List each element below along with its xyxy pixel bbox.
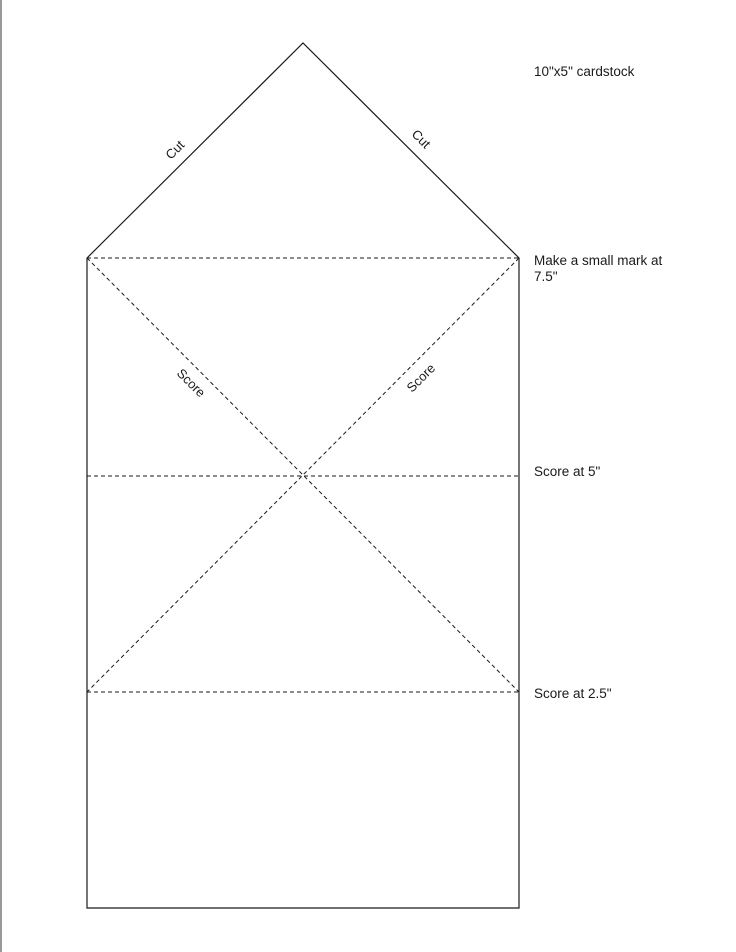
- score-5-note: Score at 5": [534, 464, 601, 479]
- mark-note-line1: Make a small mark at: [534, 253, 663, 268]
- material-label: 10"x5" cardstock: [534, 64, 635, 79]
- score-label-left: Score: [173, 365, 209, 401]
- mark-note: [534, 253, 662, 285]
- score-2-5-note: Score at 2.5": [534, 686, 612, 701]
- mark-note-line2: 7.5": [534, 269, 558, 284]
- score-label-right: Score: [403, 360, 439, 396]
- cut-label-left: Cut: [162, 137, 188, 163]
- cut-label-right: Cut: [408, 126, 434, 152]
